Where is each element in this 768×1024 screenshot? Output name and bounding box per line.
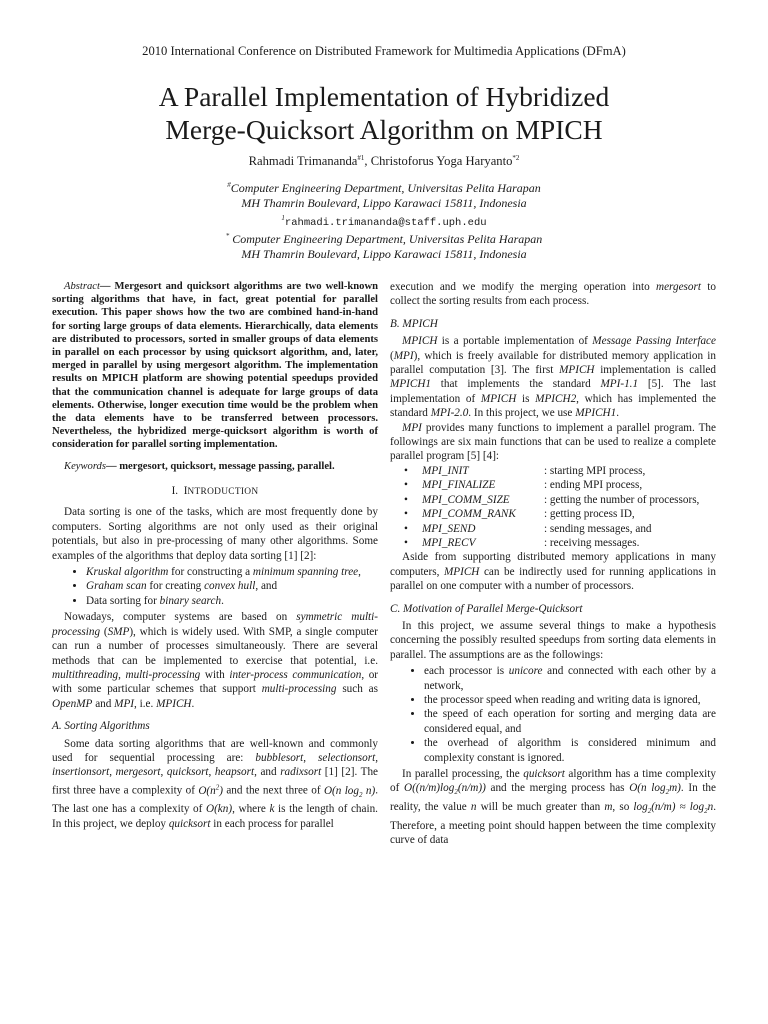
text: . <box>191 697 195 710</box>
affiliation-2-line-1: Computer Engineering Department, Universitas Pelita Harapan <box>232 232 543 246</box>
list-item <box>86 594 378 608</box>
author-1: Rahmadi Trimananda <box>248 154 358 169</box>
mpi-functions-list <box>404 464 699 550</box>
formula: $\log_2(n/m) \approx \log_2n$ <box>633 801 714 816</box>
text: each processor is <box>424 665 509 678</box>
text: provides many functions to implement a parallel program. The followings are six main functions that can be used to realize a complete parallel program [5] [4]: <box>390 421 716 463</box>
text: ( <box>390 349 394 362</box>
text: , or with some particular schemes that support <box>52 668 379 696</box>
variable: m <box>604 801 613 814</box>
mpi-function-desc: : starting MPI process, <box>544 464 646 477</box>
text: in each process for parallel <box>210 817 334 830</box>
term: selectionsort <box>318 751 376 764</box>
text: Nowadays, computer systems are based on <box>64 611 297 624</box>
text: ), which is widely used. With SMP, a single computer can run a number of processes simultaneously. There are several methods that can be implemented to exercise that potential, i.e. <box>52 625 378 667</box>
term: insertionsort <box>52 766 110 779</box>
term: quicksort <box>523 768 565 780</box>
affiliation-1-line-1: Computer Engineering Department, Universitas Pelita Harapan <box>230 181 541 195</box>
author-2: Christoforus Yoga Haryanto <box>370 154 513 169</box>
text: will be much greater than <box>476 801 605 814</box>
keywords <box>52 460 378 474</box>
paper-title <box>60 80 708 146</box>
text: . In the reality, the value <box>390 782 716 814</box>
text: for constructing a <box>168 566 253 579</box>
mpi-function-name: MPI_COMM_SIZE <box>422 493 510 506</box>
affiliation-1-mark: # <box>227 181 231 189</box>
term: quicksort <box>166 766 209 779</box>
mpi-function-desc: : getting process ID, <box>544 508 635 521</box>
subsection-heading-sorting-algorithms: A. Sorting Algorithms <box>52 720 150 733</box>
text: Some data sorting algorithms that are well-known and commonly used for sequential processing are: <box>52 737 378 764</box>
text: and the merging process has <box>485 782 630 795</box>
bullet-icon: • <box>404 464 408 477</box>
text: for creating <box>146 580 205 593</box>
assumptions-list <box>390 664 716 765</box>
text: is <box>516 392 536 405</box>
mpi-functions-intro <box>390 421 716 464</box>
abstract-label: Abstract <box>64 281 100 292</box>
author-list <box>0 154 768 169</box>
mpi-function-row <box>404 464 699 478</box>
email-1-mark: 1 <box>281 214 285 222</box>
text: and the next three of <box>222 784 324 797</box>
bullet-icon: • <box>404 536 408 549</box>
affiliation-2-mark: * <box>225 232 230 240</box>
mpi-function-row <box>404 493 699 507</box>
term: MPI-1.1 <box>600 378 639 391</box>
mpi-function-name: MPI_INIT <box>422 464 469 477</box>
term: bubblesort <box>255 751 304 764</box>
term: minimum spanning tree <box>252 566 359 579</box>
text: , <box>160 766 167 779</box>
text: and <box>92 697 115 710</box>
term: Kruskal algorithm <box>86 566 169 579</box>
mpi-function-desc: : ending MPI process, <box>544 479 643 492</box>
keywords-text: — mergesort, quicksort, message passing, parallel. <box>105 460 335 472</box>
term: MPI <box>114 697 135 710</box>
text: execution and we modify the merging operation into <box>390 281 657 293</box>
mpich-paragraph <box>390 334 716 420</box>
term: mergesort <box>656 281 701 293</box>
continued-paragraph <box>390 280 716 309</box>
list-item: • the processor speed when reading and writing data is ignored, <box>424 693 716 707</box>
term: binary search <box>159 594 222 607</box>
formula: $O(n^2)$ <box>198 782 223 797</box>
term: MPICH1 <box>390 378 432 391</box>
text: . In this project, we use <box>468 407 576 420</box>
sorting-uses-list <box>52 565 378 608</box>
text: implementation is called <box>594 364 716 377</box>
text: . The last one has a complexity of <box>52 784 378 816</box>
author-separator: , <box>364 154 371 169</box>
term: mergesort <box>115 766 161 779</box>
term: unicore <box>508 665 543 678</box>
text: Data sorting for <box>86 594 160 607</box>
term: multithreading <box>52 668 119 681</box>
text: , and <box>255 580 278 593</box>
variable: n <box>470 801 477 814</box>
subsection-heading-mpich: B. MPICH <box>390 317 438 330</box>
author-2-mark: *2 <box>512 154 520 162</box>
text: such as <box>336 683 379 696</box>
mpi-function-desc: : sending messages, and <box>544 522 652 535</box>
term: MPICH <box>443 565 480 578</box>
email-1: rahmadi.trimananda@staff.uph.edu <box>284 217 487 229</box>
term: convex hull <box>204 580 256 593</box>
term: MPICH <box>156 697 192 710</box>
text: , <box>118 668 126 681</box>
mpi-function-name: MPI_COMM_RANK <box>422 508 516 521</box>
title-line-2: Merge-Quicksort Algorithm on MPICH <box>165 114 603 145</box>
term: heapsort <box>214 766 255 779</box>
section-heading-introduction <box>52 484 378 499</box>
text: . Therefore, a meeting point should happen between the time complexity curve of data <box>390 801 716 847</box>
list-item <box>86 579 378 593</box>
bullet-icon: • <box>404 493 408 506</box>
formula: O(kn) <box>205 803 233 816</box>
text: algorithm has a time complexity of <box>390 768 716 795</box>
text: with <box>200 668 230 681</box>
mpi-function-row <box>404 507 699 521</box>
list-item <box>424 664 716 693</box>
list-item <box>86 565 378 579</box>
text: that implements the standard <box>431 378 601 391</box>
text: , which has implemented the standard <box>390 392 717 420</box>
complexity-paragraph <box>390 767 716 848</box>
list-item: • the overhead of algorithm is considered minimum and complexity constant is ignored. <box>424 736 716 765</box>
subsection-heading-motivation: C. Motivation of Parallel Merge-Quicksort <box>390 602 583 615</box>
mpi-function-name: MPI_SEND <box>422 522 476 535</box>
text: ( <box>100 625 108 638</box>
text: , so <box>612 801 634 814</box>
text: , <box>375 751 379 764</box>
term: SMP <box>107 625 130 638</box>
mpi-function-row <box>404 478 699 492</box>
conference-header: 2010 International Conference on Distributed Framework for Multimedia Applications (DFmA) <box>142 44 626 58</box>
text: , i.e. <box>134 697 157 710</box>
section-heading-initial: I <box>183 485 188 498</box>
text: can be indirectly used for running applications in parallel on one computer with a number of processors. <box>390 565 716 593</box>
mpi-function-desc: : getting the number of processors, <box>544 493 700 506</box>
abstract-text: — Mergesort and quicksort algorithms are two well-known sorting algorithms that have, in fact, great potential for parallel execution. This paper shows how the two are combined hand-in-hand for sorting large groups of data elements. Hierarchically, data elements are distributed to processors, sorted in smaller groups of data elements in parallel on each processor by using quicksort algorithm, and, later, merged in parallel by using mergesort algorithm. The implementation results on MPICH platform are showing potential speedups provided that the communication channel is adequate for large groups of data elements. Otherwise, longer execution time would be the problem when the data elements have to be transferred between processors. Nevertheless, the hybridized merge-quicksort algorithm is worth of consideration for parallel sorting implementation. <box>52 281 378 451</box>
text: to collect the sorting results from each process. <box>390 281 716 308</box>
bullet-icon: • <box>404 479 408 492</box>
affiliation-2 <box>0 229 768 262</box>
term: inter-process communication <box>229 668 362 681</box>
section-heading-rest: NTRODUCTION <box>187 487 259 498</box>
text: is a portable implementation of <box>437 335 593 348</box>
text: , where <box>232 803 270 816</box>
term: MPICH <box>559 364 595 377</box>
mpi-function-desc: : receiving messages. <box>544 536 640 549</box>
text: , <box>208 766 215 779</box>
term: MPI-2.0 <box>430 407 469 420</box>
text: [1] [2]. The first three have a complexity of <box>52 766 379 797</box>
text: , and <box>254 766 281 779</box>
motivation-paragraph: In this project, we assume several things to make a hypothesis concerning the possibly resulted speedups from sorting data elements in parallel. The assumptions are as the followings: <box>390 619 716 661</box>
text: . <box>616 407 619 420</box>
affiliation-1 <box>0 178 768 231</box>
section-number: I. <box>171 485 179 498</box>
term: OpenMP <box>52 697 93 710</box>
mpi-function-name: MPI_FINALIZE <box>422 479 496 492</box>
term: MPI <box>393 349 414 362</box>
term: multi-processing <box>261 683 337 696</box>
title-line-1: A Parallel Implementation of Hybridized <box>158 81 610 112</box>
formula: O(n $\log_2m$) <box>629 782 681 797</box>
term: radixsort <box>280 766 322 779</box>
sorting-paragraph <box>52 737 378 831</box>
formula: $O((n/m)\log_2(n/m))$ <box>404 782 486 797</box>
bullet-icon: • <box>404 508 408 521</box>
text: , <box>109 766 116 779</box>
term: MPICH1 <box>575 407 617 420</box>
term: multi-processing <box>125 668 201 681</box>
variable: k <box>269 803 275 816</box>
list-item: • the speed of each operation for sorting and merging data are considered equal, and <box>424 707 716 736</box>
right-column <box>390 280 716 848</box>
text: , <box>303 751 319 764</box>
term: symmetric multi-processing <box>52 611 378 638</box>
term: Graham scan <box>86 580 147 593</box>
affiliation-1-line-2: MH Thamrin Boulevard, Lippo Karawaci 15811, Indonesia <box>241 196 527 210</box>
term: Message Passing Interface <box>592 335 716 348</box>
formula: O(n $\log_2 n$) <box>323 784 376 799</box>
term: quicksort <box>168 817 211 830</box>
text: [5]. The last implementation of <box>390 378 716 405</box>
text: and connected with each other by a network, <box>424 665 716 692</box>
text: Aside from supporting distributed memory applications in many computers, <box>390 551 716 578</box>
mpi-function-row <box>404 522 699 536</box>
left-column <box>52 280 378 831</box>
text: . <box>221 594 224 607</box>
text: ), which is freely available for distributed memory application in parallel computation [3]. The first <box>390 349 716 377</box>
intro-paragraph-1: Data sorting is one of the tasks, which are most frequently done by computers. Sorting algorithms are not only used as their original potentials, but also in pre-processing of many other algorithms. Some examples of the algorithms that deploy data sorting [1] [2]: <box>52 506 378 562</box>
affiliation-2-line-2: MH Thamrin Boulevard, Lippo Karawaci 15811, Indonesia <box>241 247 527 261</box>
abstract <box>52 280 378 452</box>
mpi-function-row <box>404 536 699 550</box>
term: MPI <box>402 421 422 434</box>
term: MPICH <box>480 392 517 405</box>
author-1-mark: #1 <box>357 154 365 162</box>
text: In parallel processing, the <box>402 768 524 780</box>
bullet-icon: • <box>404 522 408 535</box>
keywords-label: Keywords <box>64 460 106 472</box>
text: , <box>358 566 361 579</box>
intro-paragraph-2 <box>52 610 378 711</box>
term: MPICH <box>402 335 438 348</box>
mpi-function-name: MPI_RECV <box>422 536 476 549</box>
text: is the length of chain. In this project, we deploy <box>52 803 378 830</box>
aside-paragraph <box>390 550 716 593</box>
term: MPICH2 <box>535 392 577 405</box>
